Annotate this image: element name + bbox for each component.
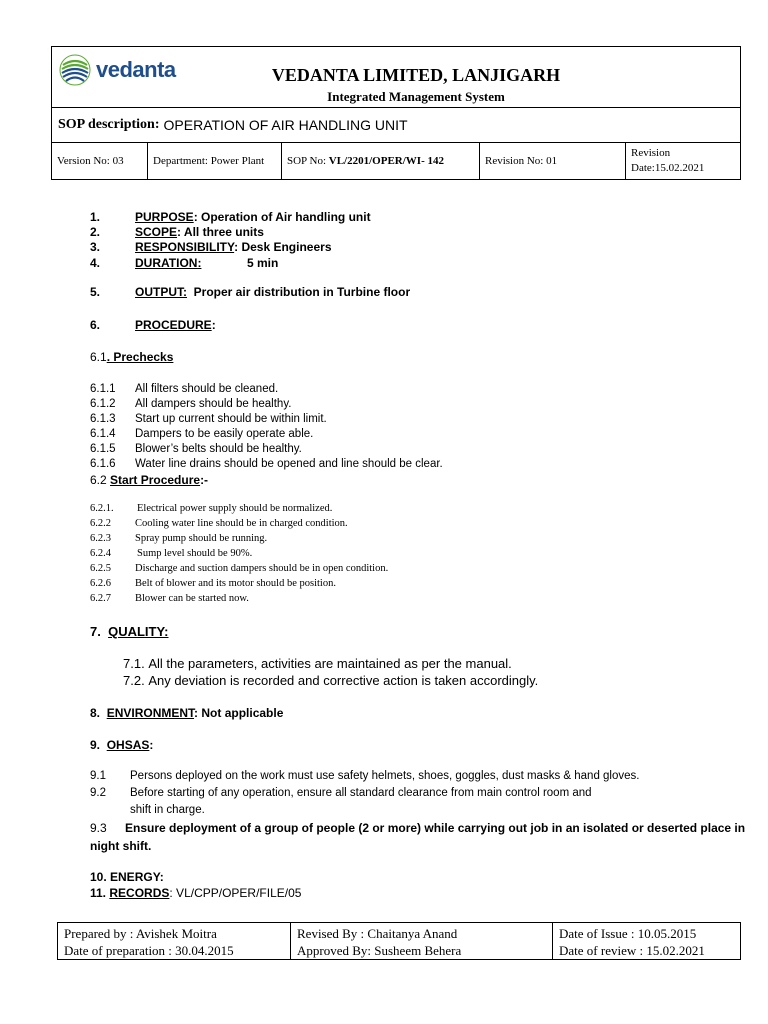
quality-number: 7. [90, 624, 101, 639]
list-item-text: Blower can be started now. [135, 593, 249, 604]
revision-no-cell: Revision No: 01 [480, 143, 626, 179]
ohsas-item-text-cont: night shift. [90, 839, 152, 853]
list-item: 6.2.7 [90, 593, 111, 604]
list-item: 6.2.6 [90, 578, 111, 589]
output-label: OUTPUT: [135, 285, 187, 299]
duration-line [135, 256, 201, 270]
records-label: RECORDS [109, 886, 170, 900]
list-item-text: Electrical power supply should be normalized. [137, 503, 333, 514]
environment-text: : Not applicable [194, 706, 284, 720]
footer-dates-cell [553, 923, 740, 959]
duration-label: DURATION [135, 256, 198, 270]
header-top [52, 47, 740, 108]
duration-value: 5 min [247, 256, 279, 270]
sop-number-cell [282, 143, 480, 179]
environment-line [90, 706, 283, 720]
section-purpose [90, 210, 100, 224]
section-responsibility-number: 3. [90, 240, 101, 254]
scope-label: SCOPE [135, 225, 178, 239]
prechecks-number: 6.1 [90, 350, 107, 364]
sop-meta-row [52, 143, 740, 179]
system-name: Integrated Management System [327, 89, 505, 104]
ohsas-item-number: 9.2 [90, 787, 106, 799]
quality-heading [90, 624, 169, 639]
responsibility-label: RESPONSIBILITY [135, 240, 235, 254]
purpose-line [135, 210, 371, 224]
start-procedure-label: Start Procedure [110, 473, 201, 487]
list-item: 6.1.1 [90, 383, 116, 395]
responsibility-line [135, 240, 332, 254]
document-footer [57, 922, 741, 960]
output-text: Proper air distribution in Turbine floor [193, 285, 411, 299]
sop-number: VL/2201/OPER/WI- 142 [328, 155, 444, 167]
ohsas-item-text-cont: shift in charge. [130, 804, 205, 816]
list-item-text: Dampers to be easily operate able. [135, 428, 314, 440]
purpose-label: PURPOSE [135, 210, 194, 224]
quality-label: QUALITY: [108, 624, 169, 639]
ohsas-item-text: Before starting of any operation, ensure all standard clearance from main control room and [130, 787, 592, 799]
list-item-text: Cooling water line should be in charged condition. [135, 518, 348, 529]
responsibility-text: : Desk Engineers [234, 240, 332, 254]
scope-text: : All three units [177, 225, 264, 239]
list-item: 6.1.4 [90, 428, 116, 440]
date-of-review: Date of review : 15.02.2021 [559, 943, 705, 958]
sop-number-label: SOP No: [287, 155, 327, 167]
procedure-line [135, 318, 216, 332]
ohsas-number: 9. [90, 738, 101, 752]
list-item-text: Blower’s belts should be healthy. [135, 443, 302, 455]
section-scope-number: 2. [90, 225, 101, 239]
list-item: 6.2.5 [90, 563, 111, 574]
ohsas-item-number: 9.1 [90, 770, 106, 782]
environment-number: 8. [90, 706, 101, 720]
ohsas-heading: 9. OHSAS: [90, 738, 154, 752]
output-line [135, 285, 410, 299]
start-procedure-number: 6.2 [90, 473, 107, 487]
list-item-text: Discharge and suction dampers should be in open condition. [135, 563, 389, 574]
version-cell: Version No: 03 [52, 143, 148, 179]
section-number: 1. [90, 210, 101, 224]
list-item: 6.1.5 [90, 443, 116, 455]
list-item: 6.1.2 [90, 398, 116, 410]
list-item-text: Sump level should be 90%. [137, 548, 253, 559]
date-of-issue: Date of Issue : 10.05.2015 [559, 926, 697, 941]
duration-colon: : [197, 256, 202, 270]
footer-revised-cell [291, 923, 553, 959]
procedure-colon: : [211, 318, 216, 332]
list-item: 6.2.1. [90, 503, 114, 514]
sop-description-row [52, 108, 740, 143]
list-item: 6.2.3 [90, 533, 111, 544]
ohsas-item-number: 9.3 [90, 821, 107, 835]
list-item: 6.2.2 [90, 518, 111, 529]
list-item-text: Spray pump should be running. [135, 533, 268, 544]
start-procedure-suffix: :- [200, 473, 209, 487]
quality-item: 7.1. All the parameters, activities are maintained as per the manual. [123, 656, 512, 671]
scope-line [135, 225, 264, 239]
prechecks-heading [90, 350, 173, 364]
date-of-preparation: Date of preparation : 30.04.2015 [64, 943, 234, 958]
prechecks-label: . Prechecks [106, 350, 174, 364]
list-item: 6.1.3 [90, 413, 116, 425]
list-item-text: Water line drains should be opened and line should be clear. [135, 458, 443, 470]
procedure-label: PROCEDURE [135, 318, 212, 332]
company-name: VEDANTA LIMITED, LANJIGARH [271, 65, 561, 85]
section-output-number: 5. [90, 285, 101, 299]
approved-by: Approved By: Susheem Behera [297, 943, 462, 958]
list-item-text: All dampers should be healthy. [135, 398, 292, 410]
records-text: : VL/CPP/OPER/FILE/05 [169, 886, 302, 900]
section-procedure-number: 6. [90, 318, 101, 332]
ohsas-label: OHSAS [106, 738, 150, 752]
list-item: 6.2.4 [90, 548, 111, 559]
prepared-by: Prepared by : Avishek Moitra [64, 926, 217, 941]
list-item: 6.1.6 [90, 458, 116, 470]
logo-text: vedanta [96, 57, 176, 82]
revised-by: Revised By : Chaitanya Anand [297, 926, 458, 941]
list-item-text: Belt of blower and its motor should be position. [135, 578, 336, 589]
environment-label: ENVIRONMENT [106, 706, 195, 720]
section-duration-number: 4. [90, 256, 101, 270]
revision-date-cell: Revision Date:15.02.2021 [631, 147, 705, 174]
ohsas-item-text: Ensure deployment of a group of people (2 or more) while carrying out job in an isolated or deserted place in [125, 821, 746, 835]
department-cell: Department: Power Plant [148, 143, 282, 179]
records-line [90, 886, 301, 900]
list-item-text: Start up current should be within limit. [135, 413, 327, 425]
list-item-text: All filters should be cleaned. [135, 383, 279, 395]
quality-item: 7.2. Any deviation is recorded and corrective action is taken accordingly. [123, 673, 539, 688]
sop-label: SOP description: [58, 117, 160, 132]
ohsas-item-text: Persons deployed on the work must use safety helmets, shoes, goggles, dust masks & hand gloves. [130, 770, 640, 782]
purpose-text: : Operation of Air handling unit [193, 210, 371, 224]
records-number: 11. [90, 886, 107, 900]
energy-heading: 10. ENERGY: [90, 870, 164, 884]
sop-description: OPERATION OF AIR HANDLING UNIT [163, 117, 408, 133]
start-procedure-heading [90, 473, 208, 487]
footer-prepared-cell [58, 923, 291, 959]
document-header [51, 46, 741, 180]
